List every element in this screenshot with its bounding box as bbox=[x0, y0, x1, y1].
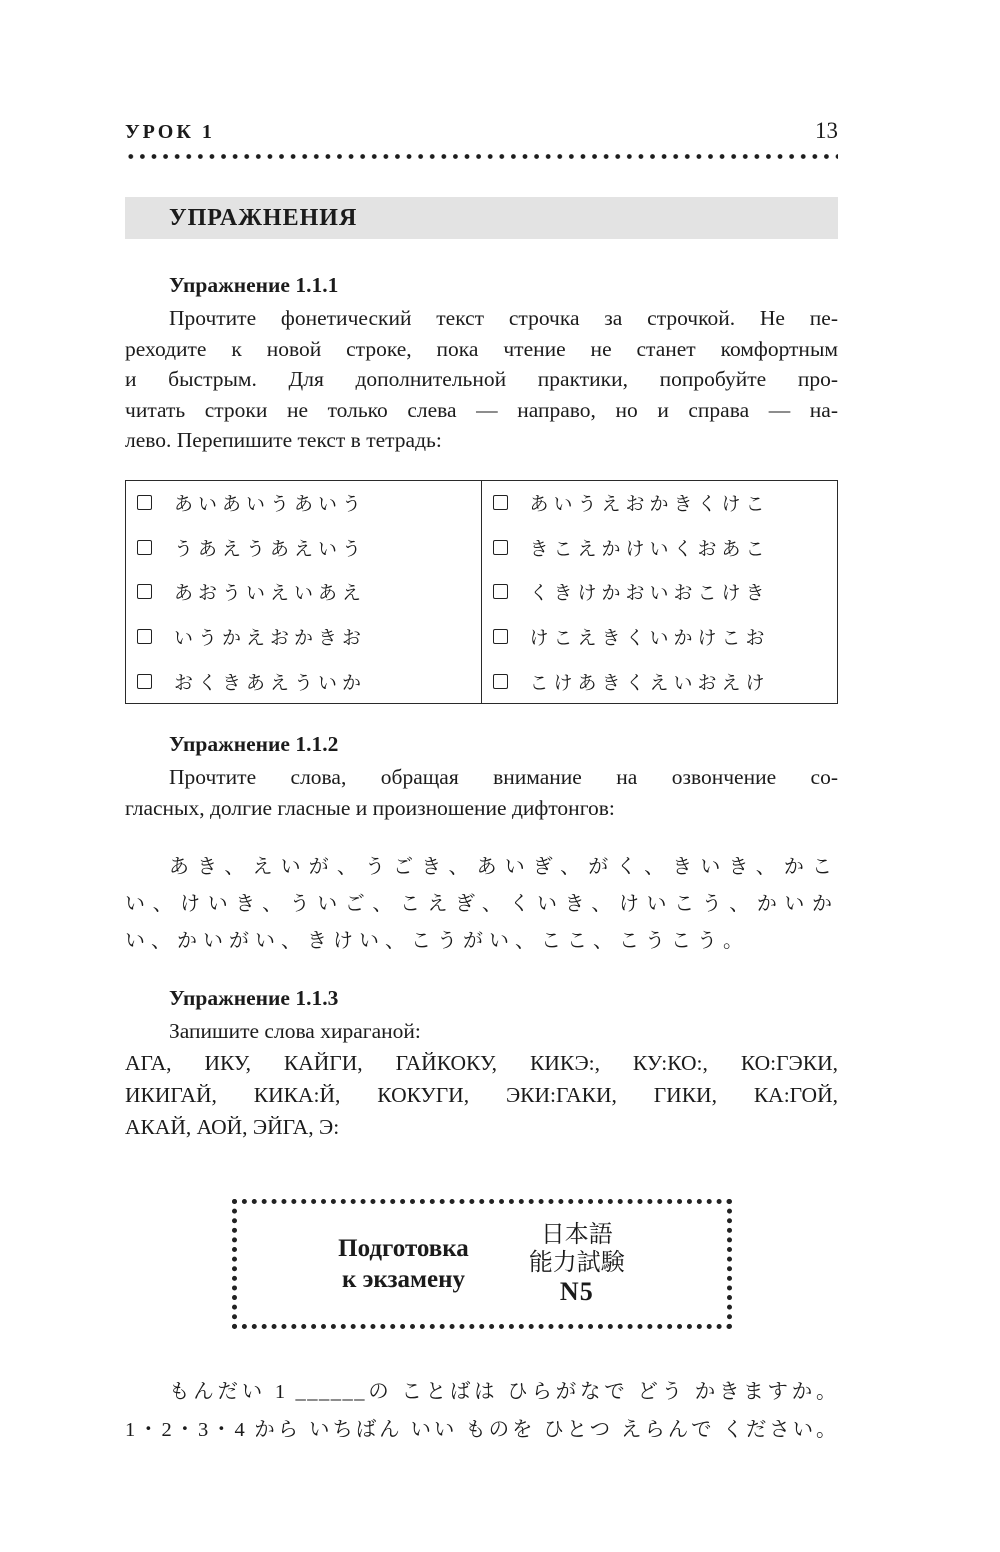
mondai-section bbox=[125, 1373, 838, 1449]
jlpt-name-line2: 能力試験 bbox=[528, 1250, 625, 1277]
words-line: АГА, ИКУ, КАЙГИ, ГАЙКОКУ, КИКЭ:, КУ:КО:, КО:ГЭКИ, bbox=[125, 1051, 838, 1076]
drill-table bbox=[125, 480, 838, 705]
words-line: ИКИГАЙ, КИКА:Й, КОКУГИ, ЭКИ:ГАКИ, ГИКИ, КА:ГОЙ, bbox=[125, 1083, 838, 1108]
paragraph-line: и быстрым. Для дополнительной практики, попробуйте про- bbox=[125, 367, 838, 391]
drill-text: おくきあえういか bbox=[174, 672, 367, 694]
drill-cell bbox=[482, 570, 838, 615]
table-row bbox=[126, 659, 837, 704]
kana-line: あき、えいが、うごき、あいぎ、がく、きいき、かこ bbox=[169, 856, 838, 879]
page-header bbox=[125, 118, 838, 144]
exercise-3-title: Упражнение 1.1.3 bbox=[169, 986, 339, 1011]
kana-line: い、けいき、ういご、こえぎ、くいき、けいこう、かいか bbox=[125, 893, 838, 916]
exam-prep-box bbox=[232, 1199, 732, 1329]
drill-cell bbox=[126, 481, 482, 526]
mondai-line: 1・2・3・4 から いちばん いい ものを ひとつ えらんで ください。 bbox=[125, 1419, 838, 1442]
drill-text: くきけかおいおこけき bbox=[529, 583, 770, 605]
drill-text: けこえきくいかけこお bbox=[529, 628, 770, 650]
drill-cell bbox=[482, 525, 838, 570]
checkbox-icon bbox=[137, 629, 152, 644]
table-row bbox=[126, 614, 837, 659]
paragraph-line: Прочтите фонетический текст строчка за строчкой. Не пе- bbox=[169, 306, 838, 330]
checkbox-icon bbox=[493, 584, 508, 599]
exercise-1-title: Упражнение 1.1.1 bbox=[169, 273, 339, 297]
exercise-3-words bbox=[125, 1015, 838, 1143]
kana-paragraph bbox=[125, 849, 838, 960]
table-row bbox=[126, 570, 837, 615]
drill-text: あいあいうあいう bbox=[174, 494, 367, 516]
drill-cell bbox=[126, 570, 482, 615]
exam-prep-title-line2: к экзамену bbox=[341, 1266, 466, 1294]
kana-line: い、かいがい、きけい、こうがい、ここ、こうこう。 bbox=[125, 930, 749, 953]
exercise-3-intro: Запишите слова хираганой: bbox=[169, 1019, 421, 1044]
dotted-divider bbox=[125, 153, 838, 160]
checkbox-icon bbox=[137, 584, 152, 599]
exercise-2-title: Упражнение 1.1.2 bbox=[169, 732, 339, 757]
exercise-2-paragraph bbox=[125, 762, 838, 823]
drill-cell bbox=[126, 525, 482, 570]
drill-text: あおういえいあえ bbox=[174, 583, 367, 605]
checkbox-icon bbox=[493, 674, 508, 689]
exam-prep-title-line1: Подготовка bbox=[338, 1235, 469, 1263]
drill-text: あいうえおかきくけこ bbox=[529, 494, 770, 516]
drill-text: いうかえおかきお bbox=[174, 628, 367, 650]
words-line: АКАЙ, АОЙ, ЭЙГА, Э: bbox=[125, 1115, 340, 1140]
table-row bbox=[126, 481, 837, 526]
jlpt-name-line1: 日本語 bbox=[540, 1222, 613, 1249]
drill-cell bbox=[482, 614, 838, 659]
checkbox-icon bbox=[493, 629, 508, 644]
checkbox-icon bbox=[493, 540, 508, 555]
paragraph-line: читать строки не только слева — направо, но и справа — на- bbox=[125, 397, 838, 422]
checkbox-icon bbox=[137, 674, 152, 689]
exercise-1-paragraph bbox=[125, 303, 838, 456]
drill-text: きこえかけいくおあこ bbox=[529, 538, 770, 560]
drill-cell bbox=[126, 614, 482, 659]
paragraph-line: Прочтите слова, обращая внимание на озвончение со- bbox=[169, 765, 838, 790]
lesson-label: УРОК 1 bbox=[125, 121, 215, 143]
drill-cell bbox=[482, 659, 838, 704]
paragraph-line: реходите к новой строке, пока чтение не станет комфортным bbox=[125, 336, 838, 361]
exam-prep-title bbox=[338, 1233, 469, 1295]
checkbox-icon bbox=[137, 495, 152, 510]
paragraph-line: лево. Перепишите текст в тетрадь: bbox=[125, 428, 442, 452]
drill-cell bbox=[482, 481, 838, 526]
jlpt-label bbox=[529, 1221, 625, 1307]
checkbox-icon bbox=[137, 540, 152, 555]
page-number: 13 bbox=[815, 118, 838, 143]
drill-text: うあえうあえいう bbox=[174, 538, 367, 560]
table-row bbox=[126, 525, 837, 570]
section-banner: УПРАЖНЕНИЯ bbox=[125, 197, 838, 239]
jlpt-level: N5 bbox=[559, 1277, 594, 1307]
drill-text: こけあきくえいおえけ bbox=[529, 672, 770, 694]
mondai-line: もんだい 1 ______の ことばは ひらがなで どう かきますか。 bbox=[169, 1381, 838, 1404]
paragraph-line: гласных, долгие гласные и произношение дифтонгов: bbox=[125, 795, 615, 820]
checkbox-icon bbox=[493, 495, 508, 510]
drill-cell bbox=[126, 659, 482, 704]
